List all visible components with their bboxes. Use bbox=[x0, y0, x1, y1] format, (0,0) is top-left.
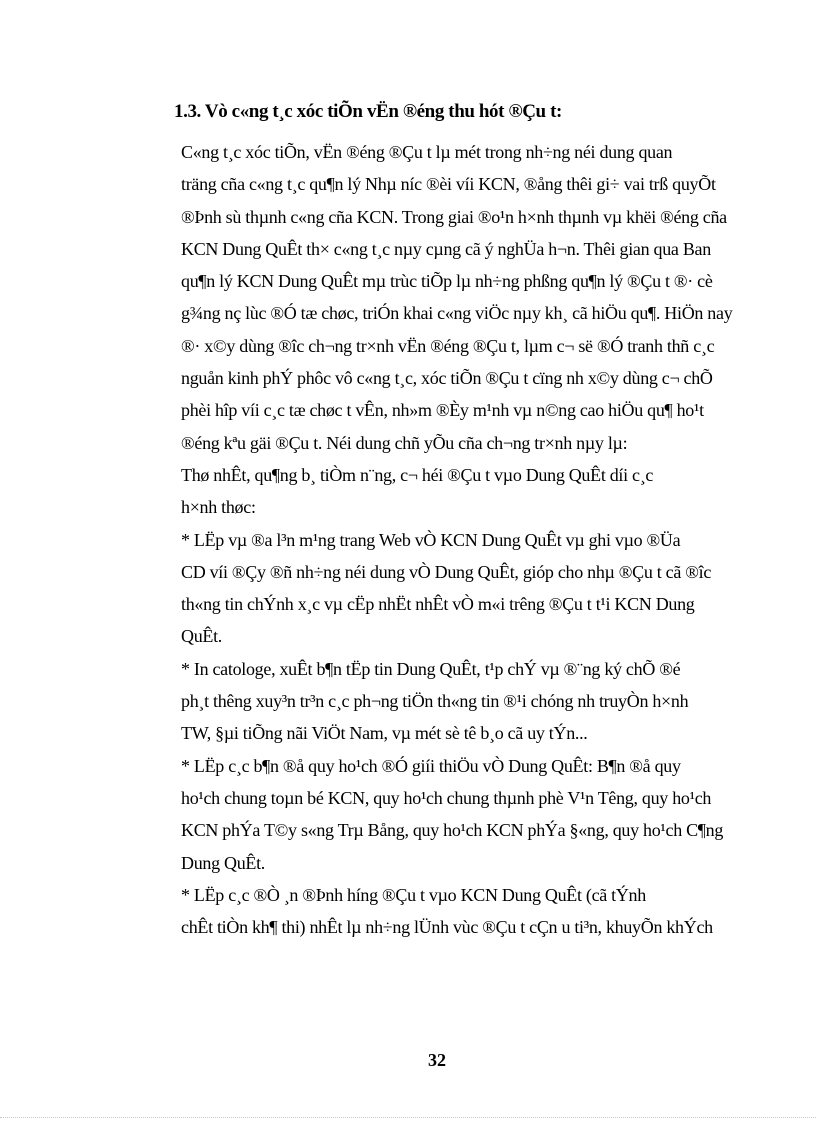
text-line: C«ng t¸c xóc tiÕn, vËn ®éng ®Çu t lµ mét trong nh÷ng néi dung quan bbox=[181, 142, 673, 162]
text-line: g¾ng nç lùc ®Ó tæ chøc, triÓn khai c«ng viÖc nµy kh¸ cã hiÖu qu¶. HiÖn nay bbox=[181, 303, 733, 324]
section-heading: 1.3. Vò c«ng t¸c xóc tiÕn vËn ®éng thu hót ®Çu t: bbox=[174, 101, 562, 122]
text-line: ®· x©y dùng ®îc ch¬ng tr×nh vËn ®éng ®Çu t, lµm c¬ së ®Ó tranh thñ c¸c bbox=[181, 335, 715, 356]
page-number: 32 bbox=[428, 1050, 446, 1070]
text-line: ®Þnh sù thµnh c«ng cña KCN. Trong giai ®o¹n h×nh thµnh vµ khëi ®éng cña bbox=[181, 206, 727, 227]
text-line: * LËp c¸c ®Ò ¸n ®Þnh híng ®Çu t vµo KCN Dung QuÊt (cã tÝnh bbox=[181, 884, 646, 905]
text-line: ph¸t thêng xuy³n tr³n c¸c ph¬ng tiÖn th«ng tin ®¹i chóng nh truyÒn h×nh bbox=[181, 691, 689, 712]
text-line: Thø nhÊt, qu¶ng b¸ tiÒm n¨ng, c¬ héi ®Çu t vµo Dung QuÊt díi c¸c bbox=[181, 464, 654, 485]
text-line: * LËp c¸c b¶n ®å quy ho¹ch ®Ó giíi thiÖu vÒ Dung QuÊt: B¶n ®å quy bbox=[181, 755, 681, 776]
text-line: nguån kinh phÝ phôc vô c«ng t¸c, xóc tiÕn ®Çu t cïng nh x©y dùng c¬ chÕ bbox=[181, 368, 713, 389]
text-line: QuÊt. bbox=[181, 626, 222, 647]
paragraph-investment-promotion bbox=[133, 136, 731, 459]
text-line: KCN phÝa T©y s«ng Trµ Bång, quy ho¹ch KCN phÝa §«ng, quy ho¹ch C¶ng bbox=[181, 820, 724, 841]
text-line: th«ng tin chÝnh x¸c vµ cËp nhËt nhÊt vÒ m«i trêng ®Çu t t¹i KCN Dung bbox=[181, 594, 695, 615]
page-bottom-divider bbox=[0, 1117, 816, 1118]
text-line: qu¶n lý KCN Dung QuÊt mµ trùc tiÕp lµ nh÷ng phßng qu¶n lý ®Çu t ®· cè bbox=[181, 271, 713, 292]
text-line: träng cña c«ng t¸c qu¶n lý Nhµ níc ®èi víi KCN, ®ång thêi gi÷ vai trß quyÕt bbox=[181, 174, 716, 195]
text-line: chÊt tiÒn kh¶ thi) nhÊt lµ nh÷ng lÜnh vùc ®Çu t cÇn u ti³n, khuyÕn khÝch bbox=[181, 917, 713, 938]
paragraph-investment-projects bbox=[133, 879, 731, 944]
text-line: CD víi ®Çy ®ñ nh÷ng néi dung vÒ Dung QuÊt, gióp cho nhµ ®Çu t cã ®îc bbox=[181, 561, 712, 582]
text-line: ho¹ch chung toµn bé KCN, quy ho¹ch chung thµnh phè V¹n Têng, quy ho¹ch bbox=[181, 787, 712, 808]
text-line: h×nh thøc: bbox=[181, 497, 256, 518]
paragraph-catalogue bbox=[133, 653, 731, 750]
text-line: KCN Dung QuÊt th× c«ng t¸c nµy cµng cã ý nghÜa h¬n. Thêi gian qua Ban bbox=[181, 238, 711, 259]
paragraph-first-point bbox=[133, 459, 731, 524]
text-line: phèi hîp víi c¸c tæ chøc t vÊn, nh»m ®Èy m¹nh vµ n©ng cao hiÖu qu¶ ho¹t bbox=[181, 400, 704, 421]
text-line: * LËp vµ ®a l³n m¹ng trang Web vÒ KCN Dung QuÊt vµ ghi vµo ®Üa bbox=[181, 529, 681, 550]
text-line: * In catologe, xuÊt b¶n tËp tin Dung QuÊt, t¹p chÝ vµ ®¨ng ký chÕ ®é bbox=[181, 658, 681, 679]
body-text bbox=[133, 136, 731, 943]
text-line: TW, §µi tiÕng nãi ViÖt Nam, vµ mét sè tê b¸o cã uy tÝn... bbox=[181, 723, 588, 744]
paragraph-planning-maps bbox=[133, 750, 731, 879]
text-line: Dung QuÊt. bbox=[181, 852, 265, 873]
text-line: ®éng kªu gäi ®Çu t. Néi dung chñ yÕu cña ch¬ng tr×nh nµy lµ: bbox=[181, 432, 628, 453]
paragraph-website-cd bbox=[133, 524, 731, 653]
